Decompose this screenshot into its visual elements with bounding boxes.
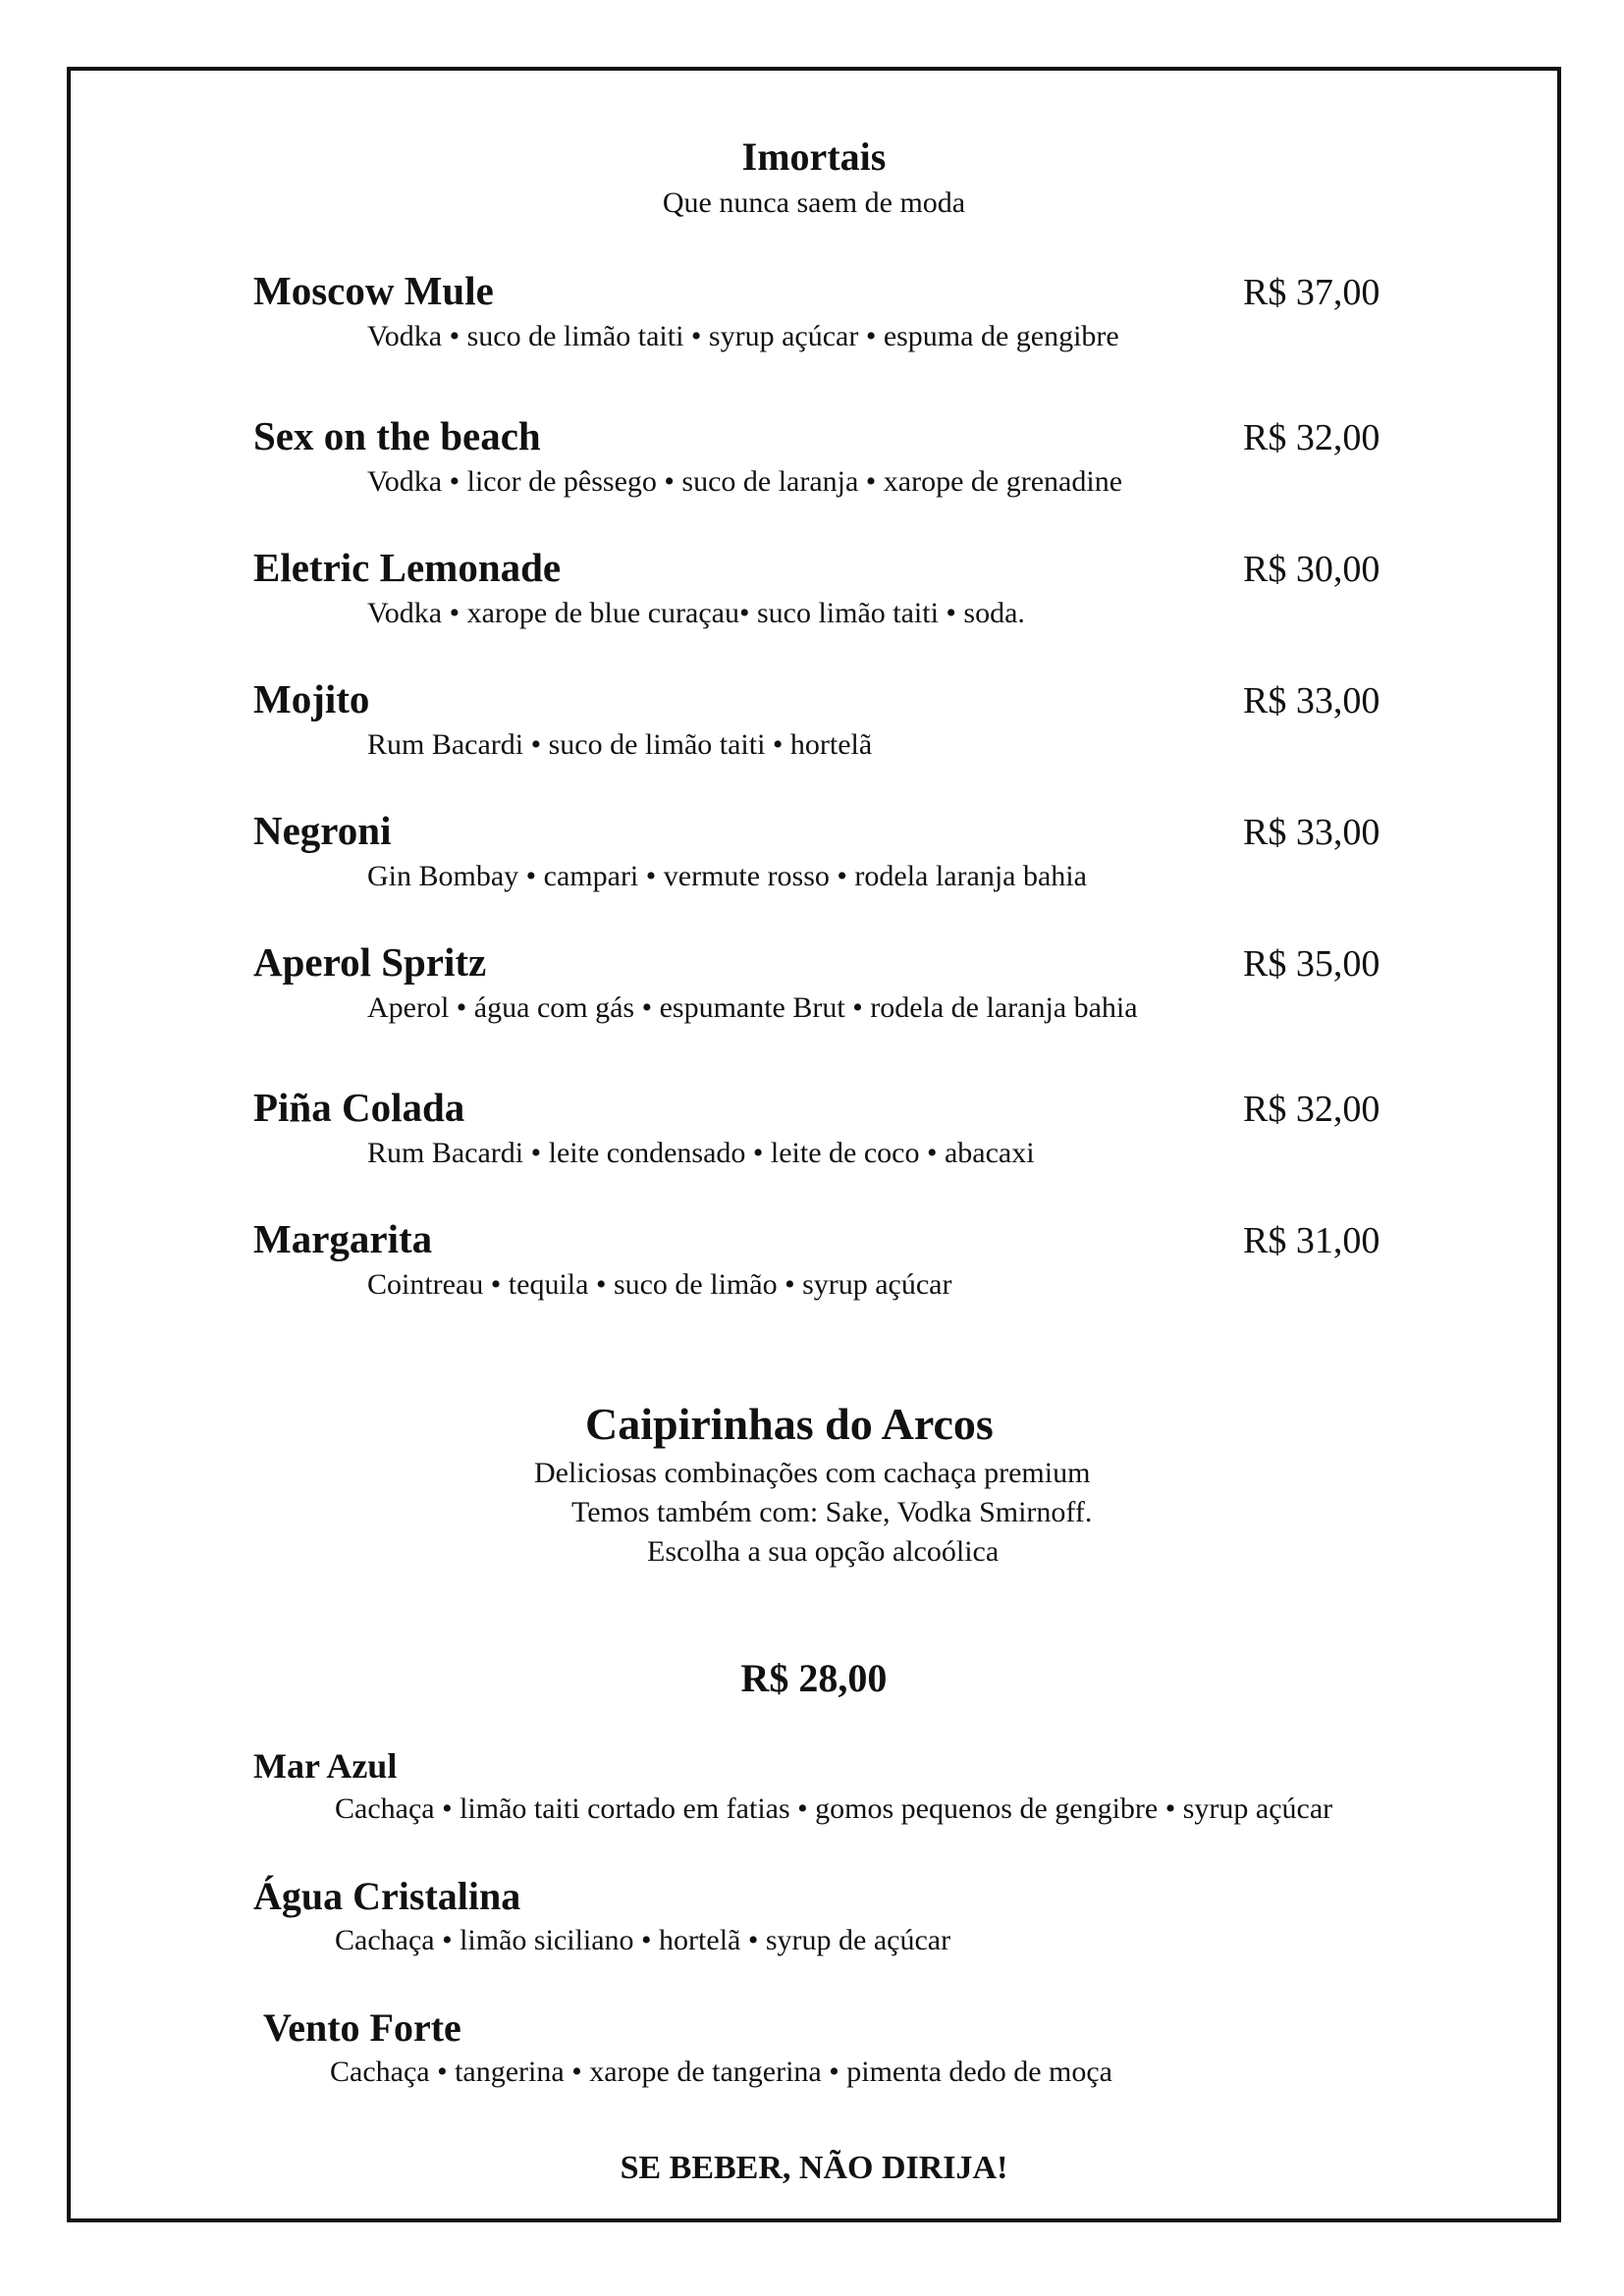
cocktail-price: R$ 30,00 [1243, 549, 1380, 590]
caipirinhas-price: R$ 28,00 [740, 1656, 888, 1700]
caipirinha-ingredients: Cachaça • limão siciliano • hortelã • syrup de açúcar [335, 1924, 951, 1956]
cocktail-name: Mojito [253, 676, 370, 721]
caipirinhas-alternatives: Temos também com: Sake, Vodka Smirnoff. [571, 1496, 1093, 1528]
cocktail-ingredients: Vodka • licor de pêssego • suco de laranja • xarope de grenadine [367, 465, 1123, 498]
cocktail-price: R$ 37,00 [1243, 272, 1380, 313]
section-title-caipirinhas: Caipirinhas do Arcos [585, 1399, 994, 1449]
cocktail-price: R$ 35,00 [1243, 943, 1380, 985]
cocktail-name: Negroni [253, 808, 392, 853]
cocktail-name: Sex on the beach [253, 413, 541, 458]
caipirinha-name: Vento Forte [263, 2005, 461, 2050]
cocktail-name: Margarita [253, 1216, 433, 1261]
cocktail-ingredients: Aperol • água com gás • espumante Brut • rodela de laranja bahia [367, 991, 1138, 1024]
cocktail-price: R$ 32,00 [1243, 417, 1380, 458]
cocktail-price: R$ 31,00 [1243, 1220, 1380, 1261]
cocktail-price: R$ 32,00 [1243, 1089, 1380, 1130]
cocktail-ingredients: Vodka • suco de limão taiti • syrup açúcar • espuma de gengibre [367, 320, 1119, 352]
cocktail-name: Moscow Mule [253, 268, 494, 313]
section-title-imortais: Imortais [741, 134, 887, 179]
caipirinhas-choice-note: Escolha a sua opção alcoólica [647, 1535, 1000, 1568]
cocktail-name: Aperol Spritz [253, 939, 487, 985]
caipirinhas-description: Deliciosas combinações com cachaça premium [534, 1457, 1091, 1489]
cocktail-ingredients: Gin Bombay • campari • vermute rosso • rodela laranja bahia [367, 860, 1087, 892]
cocktail-ingredients: Cointreau • tequila • suco de limão • syrup açúcar [367, 1268, 952, 1301]
drink-driving-warning: SE BEBER, NÃO DIRIJA! [620, 2150, 1008, 2186]
cocktail-name: Piña Colada [253, 1085, 465, 1130]
caipirinha-ingredients: Cachaça • limão taiti cortado em fatias • gomos pequenos de gengibre • syrup açúcar [335, 1792, 1333, 1825]
cocktail-name: Eletric Lemonade [253, 545, 562, 590]
caipirinha-ingredients: Cachaça • tangerina • xarope de tangerina • pimenta dedo de moça [330, 2056, 1112, 2088]
caipirinha-name: Água Cristalina [253, 1874, 521, 1918]
section-subtitle-imortais: Que nunca saem de moda [662, 187, 966, 219]
cocktail-ingredients: Vodka • xarope de blue curaçau• suco limão taiti • soda. [367, 597, 1025, 629]
cocktail-ingredients: Rum Bacardi • leite condensado • leite de coco • abacaxi [367, 1137, 1035, 1169]
caipirinha-name: Mar Azul [253, 1746, 398, 1786]
cocktail-price: R$ 33,00 [1243, 812, 1380, 853]
cocktail-price: R$ 33,00 [1243, 680, 1380, 721]
cocktail-ingredients: Rum Bacardi • suco de limão taiti • hortelã [367, 728, 873, 761]
